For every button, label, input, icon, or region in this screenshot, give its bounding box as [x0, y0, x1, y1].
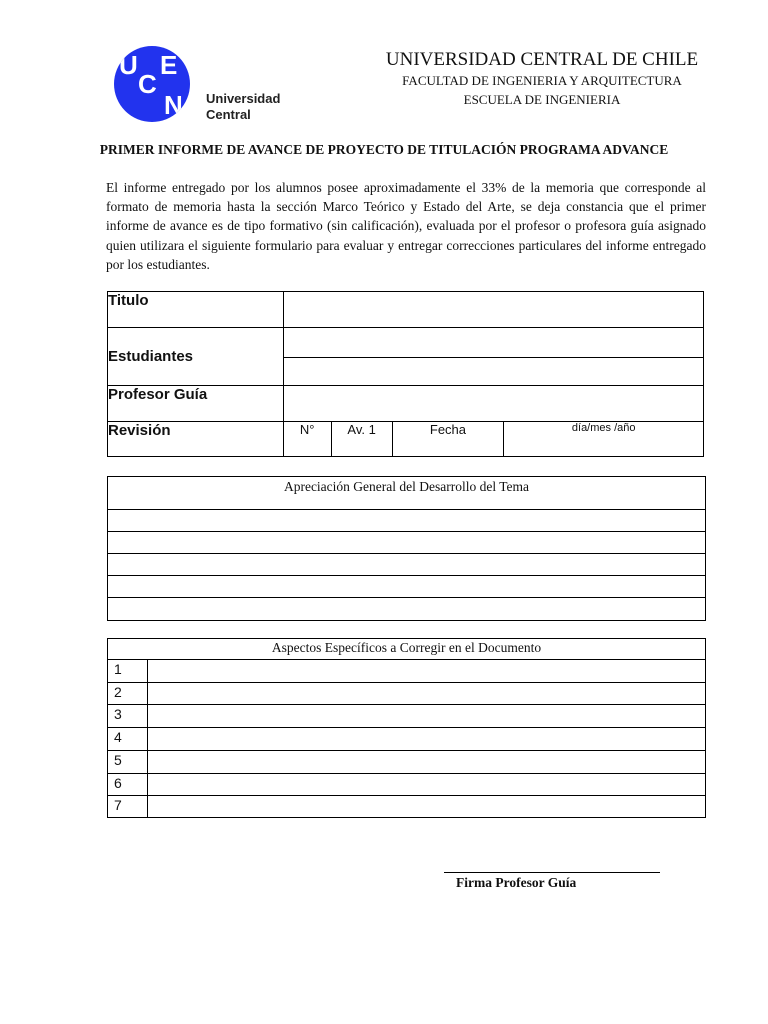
- aspecto-number-2: 2: [114, 684, 122, 700]
- profesor-guia-label: Profesor Guía: [108, 386, 284, 422]
- apreciacion-line-3[interactable]: [108, 553, 705, 554]
- aspectos-heading: Aspectos Específicos a Corregir en el Documento: [271, 640, 542, 655]
- intro-paragraph: El informe entregado por los alumnos posee aproximadamente el 33% de la memoria que corresponde al formato de memoria hasta la sección Marco Teórico y Estado del Arte, se deja constancia que el primer informe de avance es de tipo formativo (sin calificación), evaluada por el profesor o profesora guía asignado quien utilizara el siguiente formulario para evaluar y entregar correcciones particulares del informe entregado por los estudiantes.: [106, 180, 706, 272]
- aspectos-header-line: [108, 659, 705, 660]
- apreciacion-line-2[interactable]: [108, 531, 705, 532]
- aspecto-row-5-line: [108, 773, 705, 774]
- estudiante-2-field[interactable]: [283, 358, 703, 386]
- aspectos-box: [107, 638, 706, 818]
- estudiantes-label: Estudiantes: [108, 328, 284, 386]
- estudiante-1-field[interactable]: [283, 328, 703, 358]
- fecha-label: Fecha: [392, 422, 504, 457]
- logo-name-line1: Universidad: [206, 91, 281, 106]
- apreciacion-line-1[interactable]: [108, 509, 705, 510]
- aspecto-row-1-line: [108, 682, 705, 683]
- aspecto-row-4-line: [108, 750, 705, 751]
- project-info-table: [107, 291, 704, 457]
- aspecto-number-7: 7: [114, 797, 122, 813]
- aspecto-number-5: 5: [114, 752, 122, 768]
- avance-label: Av. 1: [331, 422, 392, 457]
- apreciacion-line-5[interactable]: [108, 597, 705, 598]
- aspecto-row-6-line: [108, 795, 705, 796]
- logo-letter-e: E: [160, 50, 178, 80]
- aspecto-number-3: 3: [114, 706, 122, 722]
- aspecto-row-2-line: [108, 704, 705, 705]
- faculty-name: FACULTAD DE INGENIERIA Y ARQUITECTURA: [402, 73, 682, 88]
- university-logo: [114, 46, 294, 126]
- revision-label: Revisión: [108, 422, 284, 457]
- titulo-label: Titulo: [108, 292, 284, 328]
- logo-letter-c: C: [138, 69, 157, 99]
- apreciacion-box: [107, 476, 706, 621]
- logo-letter-u: U: [119, 50, 138, 80]
- fecha-field[interactable]: día/mes /año: [504, 422, 704, 457]
- aspecto-row-3-line: [108, 727, 705, 728]
- numero-label: N°: [283, 422, 331, 457]
- apreciacion-heading: Apreciación General del Desarrollo del Tema: [283, 479, 530, 494]
- aspecto-number-1: 1: [114, 661, 122, 677]
- logo-wordmark: [206, 91, 280, 123]
- profesor-guia-field[interactable]: [283, 386, 703, 422]
- university-name: UNIVERSIDAD CENTRAL DE CHILE: [385, 49, 699, 70]
- logo-name-line2: Central: [206, 107, 251, 122]
- signature-label: Firma Profesor Guía: [456, 875, 577, 890]
- apreciacion-line-4[interactable]: [108, 575, 705, 576]
- document-title: PRIMER INFORME DE AVANCE DE PROYECTO DE TITULACIÓN PROGRAMA ADVANCE: [99, 142, 669, 157]
- school-name: ESCUELA DE INGENIERIA: [463, 92, 621, 107]
- titulo-field[interactable]: [283, 292, 703, 328]
- logo-circle: [114, 46, 190, 122]
- aspecto-number-6: 6: [114, 775, 122, 791]
- aspecto-number-4: 4: [114, 729, 122, 745]
- logo-letter-n: N: [164, 90, 183, 120]
- signature-line[interactable]: [444, 872, 660, 873]
